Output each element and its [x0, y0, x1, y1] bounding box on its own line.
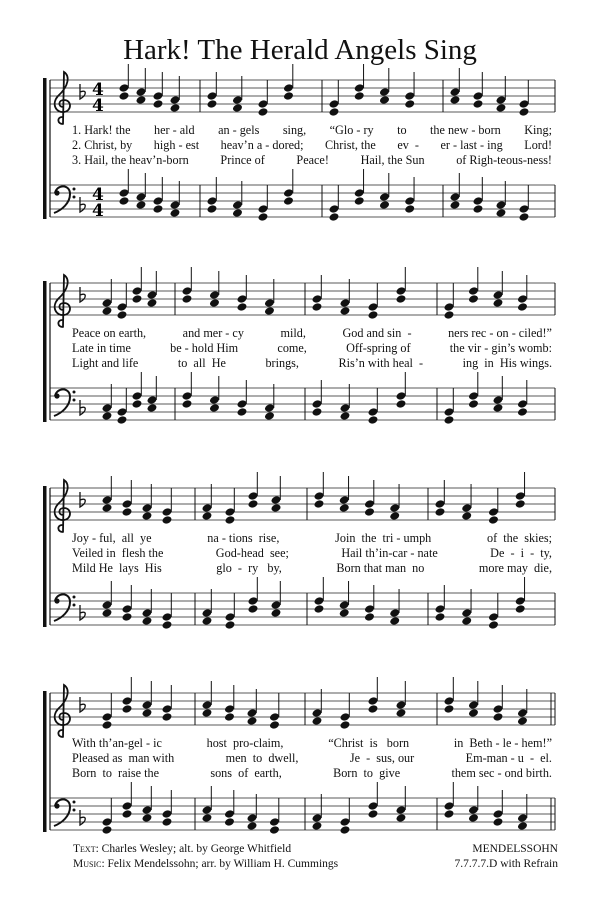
note-head [122, 507, 133, 517]
note-head [354, 196, 365, 206]
lyric-syllables: Join the tri - umph [335, 531, 432, 545]
lyric-line-verse-3 [72, 561, 552, 576]
system-bracket [43, 486, 47, 627]
note-head [364, 507, 375, 517]
note-head [396, 708, 407, 718]
lyric-syllables: sing, [282, 123, 307, 137]
note-head [136, 200, 147, 210]
lyric-syllables: Hail, the Sun [360, 153, 425, 167]
lyric-syllables: “Christ is born [328, 736, 410, 750]
lyric-syllables: in Beth - le - hem!” [453, 736, 552, 750]
note-head [209, 403, 220, 413]
lyric-syllables: Late in time [72, 341, 131, 355]
note-head [368, 415, 379, 425]
note-head [468, 813, 479, 823]
note-head [153, 204, 164, 214]
note-head [515, 604, 526, 614]
lyric-syllables: come, [277, 341, 307, 355]
time-signature: 4 [92, 96, 104, 116]
lyric-syllables: Pleased as man with [72, 751, 175, 765]
note-head [364, 612, 375, 622]
lyric-syllables: 3. Hail, the heav’n-born [72, 153, 189, 167]
lyric-syllables: “Glo - ry [329, 123, 374, 137]
lyric-line-verse-1 [72, 326, 552, 341]
note-head [102, 503, 113, 513]
text-label: Text [73, 843, 96, 855]
lyric-syllables: Je - sus, our [349, 751, 415, 765]
key-signature-flat-icon [80, 197, 85, 212]
lyric-syllables: ing in His wings. [462, 356, 552, 370]
note-head [162, 515, 173, 525]
note-head [473, 204, 484, 214]
key-signature-flat-icon [80, 287, 85, 302]
note-head [389, 511, 400, 521]
note-head [271, 503, 282, 513]
note-head [339, 503, 350, 513]
system-bracket [43, 78, 47, 219]
lyric-syllables: De - i - ty, [490, 546, 552, 560]
note-head [339, 608, 350, 618]
note-head [283, 91, 294, 101]
note-head [444, 310, 455, 320]
note-head [232, 103, 243, 113]
note-head [225, 620, 236, 630]
note-head [435, 507, 446, 517]
note-head [468, 294, 479, 304]
hymn-title: Hark! The Herald Angels Sing [123, 34, 477, 66]
lyric-line-verse-2 [72, 138, 552, 153]
music-label: Music [73, 858, 102, 870]
lyric-syllables: Light and life [72, 356, 139, 370]
note-head [396, 813, 407, 823]
note-head [207, 204, 218, 214]
lyric-syllables: Peace! [296, 153, 329, 167]
lyric-syllables: Christ, the [325, 138, 376, 152]
note-head [368, 809, 379, 819]
lyric-syllables: heav’n a - dored; [220, 138, 304, 152]
text-credit-value: : Charles Wesley; alt. by George Whitfield [95, 843, 292, 855]
lyric-line-verse-3 [72, 356, 552, 371]
lyric-syllables: her - ald [154, 123, 195, 137]
note-head [269, 720, 280, 730]
note-head [493, 403, 504, 413]
note-head [496, 103, 507, 113]
note-head [488, 515, 499, 525]
note-head [207, 99, 218, 109]
note-head [248, 499, 259, 509]
note-head [225, 515, 236, 525]
note-head [147, 403, 158, 413]
note-head [202, 813, 213, 823]
lyric-syllables: Peace on earth, [72, 326, 147, 340]
note-head [202, 616, 213, 626]
note-head [264, 411, 275, 421]
note-head [224, 817, 235, 827]
note-head [493, 817, 504, 827]
note-head [444, 704, 455, 714]
note-head [435, 612, 446, 622]
note-head [468, 708, 479, 718]
note-head [258, 212, 269, 222]
lyric-syllables: Prince of [220, 153, 265, 167]
lyric-syllables: of Righ-teous-ness! [456, 153, 552, 167]
note-head [162, 712, 173, 722]
music-credit [73, 858, 338, 870]
lyric-line-verse-1 [72, 123, 552, 138]
key-signature-flat-icon [80, 492, 85, 507]
note-head [102, 306, 113, 316]
key-signature-flat-icon [80, 810, 85, 825]
lyric-syllables: Lord! [524, 138, 552, 152]
note-head [102, 608, 113, 618]
lyric-syllables: the vir - gin’s womb: [449, 341, 552, 355]
lyric-syllables: be - hold Him [170, 341, 239, 355]
note-head [354, 91, 365, 101]
note-head [182, 399, 193, 409]
note-head [444, 415, 455, 425]
key-signature-flat-icon [80, 400, 85, 415]
lyric-syllables: Born to raise the [72, 766, 159, 780]
note-head [248, 604, 259, 614]
lyric-line-verse-3 [72, 766, 552, 781]
note-head [102, 411, 113, 421]
note-head [102, 720, 113, 730]
note-head [269, 825, 280, 835]
note-head [519, 107, 530, 117]
lyric-syllables: er - last - ing [440, 138, 503, 152]
system-bracket [43, 691, 47, 832]
lyric-syllables: Born that man no [336, 561, 425, 575]
note-head [461, 616, 472, 626]
note-head [162, 817, 173, 827]
note-head [102, 825, 113, 835]
music-credit-value: : Felix Mendelssohn; arr. by William H. Cummings [101, 858, 339, 870]
key-signature-flat-icon [80, 84, 85, 99]
time-signature: 4 [92, 80, 104, 100]
note-head [519, 212, 530, 222]
lyric-syllables: King; [524, 123, 552, 137]
key-signature-flat-icon [80, 697, 85, 712]
lyric-syllables: Off-spring of [346, 341, 411, 355]
note-head [119, 91, 130, 101]
note-head [517, 716, 528, 726]
note-head [117, 310, 128, 320]
note-head [312, 716, 323, 726]
lyric-syllables: Mild He lays His [72, 561, 162, 575]
note-head [132, 294, 143, 304]
note-head [450, 200, 461, 210]
note-head [147, 298, 158, 308]
lyric-syllables: men to dwell, [225, 751, 299, 765]
note-head [312, 302, 323, 312]
note-head [314, 604, 325, 614]
note-head [162, 620, 173, 630]
note-head [209, 298, 220, 308]
note-head [404, 204, 415, 214]
note-head [517, 821, 528, 831]
note-head [142, 511, 153, 521]
note-head [329, 107, 340, 117]
note-head [340, 825, 351, 835]
lyric-syllables: mild, [280, 326, 306, 340]
lyric-line-verse-2 [72, 546, 552, 561]
note-head [237, 407, 248, 417]
note-head [247, 716, 258, 726]
lyric-syllables: an - gels [218, 123, 260, 137]
note-head [312, 407, 323, 417]
note-head [119, 196, 130, 206]
lyric-syllables: With th’an-gel - ic [72, 736, 162, 750]
lyric-syllables: ners rec - on - ciled!” [448, 326, 552, 340]
lyric-syllables: Joy - ful, all ye [72, 531, 152, 545]
lyric-syllables: brings, [265, 356, 299, 370]
lyric-syllables: to [397, 123, 407, 137]
note-head [264, 306, 275, 316]
system-bracket [43, 281, 47, 422]
note-head [396, 294, 407, 304]
note-head [468, 399, 479, 409]
note-head [368, 704, 379, 714]
note-head [224, 712, 235, 722]
note-head [517, 302, 528, 312]
lyric-syllables: God-head see; [215, 546, 289, 560]
note-head [389, 616, 400, 626]
note-head [170, 103, 181, 113]
note-head [493, 712, 504, 722]
lyric-syllables: Hail th’in-car - nate [341, 546, 438, 560]
note-head [136, 95, 147, 105]
lyric-syllables: the new - born [430, 123, 501, 137]
lyric-syllables: and mer - cy [182, 326, 244, 340]
note-head [314, 499, 325, 509]
lyric-syllables: more may die, [478, 561, 552, 575]
note-head [271, 608, 282, 618]
note-head [340, 720, 351, 730]
note-head [122, 704, 133, 714]
note-head [237, 302, 248, 312]
note-head [142, 708, 153, 718]
note-head [379, 200, 390, 210]
lyric-syllables: to all He [177, 356, 226, 370]
note-head [170, 208, 181, 218]
lyric-syllables: sons of earth, [210, 766, 282, 780]
note-head [312, 821, 323, 831]
lyric-syllables: Em-man - u - el. [465, 751, 552, 765]
lyric-syllables: Ris’n with heal - [338, 356, 424, 370]
note-head [488, 620, 499, 630]
note-head [450, 95, 461, 105]
lyric-syllables: ev - [397, 138, 419, 152]
note-head [153, 99, 164, 109]
lyric-line-verse-1 [72, 736, 552, 751]
note-head [396, 399, 407, 409]
tune-name: MENDELSSOHN [472, 843, 558, 855]
lyric-syllables: them sec - ond birth. [451, 766, 552, 780]
note-head [122, 612, 133, 622]
note-head [122, 809, 133, 819]
lyric-line-verse-1 [72, 531, 552, 546]
note-head [340, 306, 351, 316]
note-head [404, 99, 415, 109]
lyric-syllables: of the skies; [487, 531, 552, 545]
note-head [493, 298, 504, 308]
note-head [515, 499, 526, 509]
note-head [329, 212, 340, 222]
lyric-syllables: high - est [153, 138, 200, 152]
lyric-syllables: God and sin - [342, 326, 412, 340]
lyric-syllables: host pro-claim, [206, 736, 284, 750]
time-signature: 4 [92, 185, 104, 205]
lyric-syllables: 2. Christ, by [72, 138, 133, 152]
note-head [232, 208, 243, 218]
lyric-syllables: na - tions rise, [207, 531, 280, 545]
lyric-syllables: Veiled in flesh the [72, 546, 164, 560]
lyric-line-verse-3 [72, 153, 552, 168]
lyric-line-verse-2 [72, 751, 552, 766]
note-head [496, 208, 507, 218]
note-head [202, 511, 213, 521]
lyric-syllables: 1. Hark! the [72, 123, 131, 137]
note-head [461, 511, 472, 521]
note-head [258, 107, 269, 117]
time-signature: 4 [92, 201, 104, 221]
note-head [379, 95, 390, 105]
note-head [473, 99, 484, 109]
note-head [132, 399, 143, 409]
lyric-line-verse-2 [72, 341, 552, 356]
key-signature-flat-icon [80, 605, 85, 620]
note-head [142, 616, 153, 626]
note-head [182, 294, 193, 304]
note-head [202, 708, 213, 718]
note-head [368, 310, 379, 320]
lyric-syllables: glo - ry by, [216, 561, 282, 575]
text-credit [73, 843, 291, 855]
lyric-syllables: Born to give [333, 766, 401, 780]
note-head [247, 821, 258, 831]
note-head [142, 813, 153, 823]
meter: 7.7.7.7.D with Refrain [454, 858, 558, 870]
note-head [340, 411, 351, 421]
note-head [117, 415, 128, 425]
note-head [444, 809, 455, 819]
note-head [517, 407, 528, 417]
note-head [283, 196, 294, 206]
